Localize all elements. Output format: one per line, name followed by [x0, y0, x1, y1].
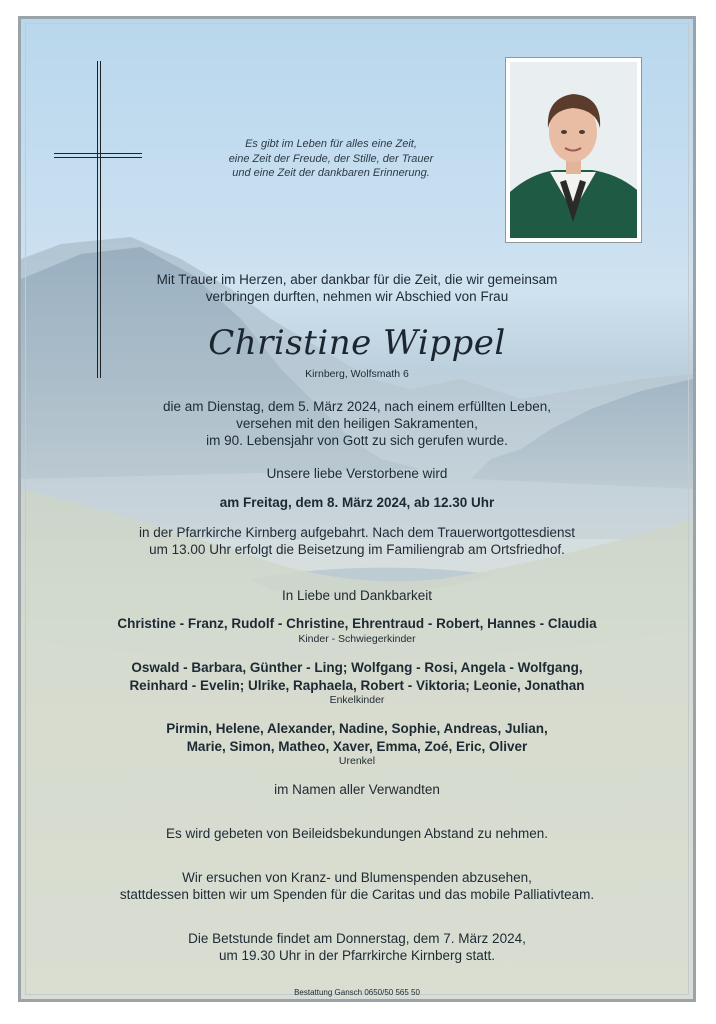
great-grandchildren-names — [21, 720, 693, 755]
children-label: Kinder - Schwiegerkinder — [298, 633, 416, 645]
quote-line: Es gibt im Leben für alles eine Zeit, — [245, 138, 417, 150]
prayer-line: um 19.30 Uhr in der Pfarrkirche Kirnberg statt. — [218, 948, 496, 963]
condolences-note: Es wird gebeten von Beileidsbekundungen Abstand zu nehmen. — [165, 826, 549, 841]
viewing-line: um 13.00 Uhr erfolgt die Beisetzung im Familiengrab am Ortsfriedhof. — [149, 542, 565, 557]
cross-symbol-horizontal — [54, 153, 142, 158]
viewing-intro: Unsere liebe Verstorbene wird — [266, 466, 448, 481]
portrait-image — [510, 62, 637, 238]
death-announcement — [21, 398, 693, 449]
death-line: im 90. Lebensjahr von Gott zu sich gerufen wurde. — [206, 433, 508, 448]
great-grandchildren-label: Urenkel — [338, 755, 376, 767]
viewing-details — [21, 524, 693, 558]
children-names — [21, 615, 693, 633]
portrait-photo — [505, 57, 642, 243]
intro-line: verbringen durften, nehmen wir Abschied von Frau — [205, 289, 509, 304]
relatives-text: im Namen aller Verwandten — [274, 782, 440, 797]
viewing-line: in der Pfarrkirche Kirnberg aufgebahrt. Nach dem Trauerwortgottesdienst — [139, 525, 575, 540]
quote-line: eine Zeit der Freude, der Stille, der Trauer — [228, 152, 434, 165]
undertaker-footer: Bestattung Gansch 0650/50 565 50 — [294, 988, 420, 997]
death-line: versehen mit den heiligen Sakramenten, — [236, 416, 478, 431]
obituary-card — [18, 16, 696, 1002]
donations-line: Wir ersuchen von Kranz- und Blumenspenden abzusehen, — [182, 870, 532, 885]
names-line: Christine - Franz, Rudolf - Christine, Ehrentraud - Robert, Hannes - Claudia — [117, 616, 597, 631]
quote-line: und eine Zeit der dankbaren Erinnerung. — [232, 167, 430, 179]
grandchildren-label: Enkelkinder — [329, 694, 385, 706]
names-line: Oswald - Barbara, Günther - Ling; Wolfgang - Rosi, Angela - Wolfgang, — [131, 660, 583, 675]
deceased-name: Christine Wippel — [208, 323, 506, 363]
death-line: die am Dienstag, dem 5. März 2024, nach einem erfüllten Leben, — [163, 399, 551, 414]
deceased-address: Kirnberg, Wolfsmath 6 — [305, 368, 409, 380]
memorial-quote — [181, 137, 481, 181]
intro-text — [21, 271, 693, 305]
mourners-intro: In Liebe und Dankbarkeit — [281, 588, 433, 603]
donations-note — [21, 869, 693, 903]
prayer-note — [21, 930, 693, 964]
intro-line: Mit Trauer im Herzen, aber dankbar für die Zeit, die wir gemeinsam — [156, 272, 558, 287]
prayer-line: Die Betstunde findet am Donnerstag, dem 7. März 2024, — [188, 931, 526, 946]
names-line: Pirmin, Helene, Alexander, Nadine, Sophie, Andreas, Julian, — [166, 721, 548, 736]
viewing-date: am Freitag, dem 8. März 2024, ab 12.30 Uhr — [219, 495, 495, 510]
grandchildren-names — [21, 659, 693, 694]
names-line: Reinhard - Evelin; Ulrike, Raphaela, Robert - Viktoria; Leonie, Jonathan — [129, 677, 585, 693]
names-line: Marie, Simon, Matheo, Xaver, Emma, Zoé, Eric, Oliver — [186, 738, 528, 754]
donations-line: stattdessen bitten wir um Spenden für die Caritas und das mobile Palliativteam. — [119, 887, 595, 902]
